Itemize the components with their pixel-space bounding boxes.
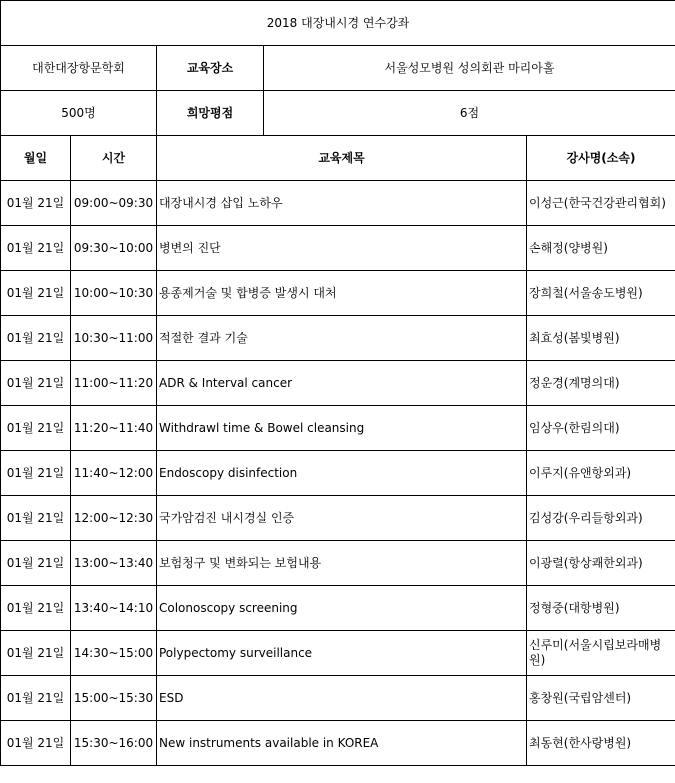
session-speaker: 홍창원(국립암센터) — [527, 676, 675, 721]
session-date: 01월 21일 — [1, 316, 71, 361]
session-date: 01월 21일 — [1, 721, 71, 766]
session-date: 01월 21일 — [1, 586, 71, 631]
session-topic: 용종제거술 및 합병증 발생시 대처 — [157, 271, 527, 316]
session-speaker: 정형중(대항병원) — [527, 586, 675, 631]
session-date: 01월 21일 — [1, 451, 71, 496]
session-topic: ESD — [157, 676, 527, 721]
session-time: 14:30~15:00 — [71, 631, 157, 676]
venue-value: 서울성모병원 성의회관 마리아홀 — [264, 46, 675, 91]
table-row — [1, 721, 675, 766]
session-topic: Endoscopy disinfection — [157, 451, 527, 496]
session-time: 09:00~09:30 — [71, 181, 157, 226]
table-row — [1, 496, 675, 541]
session-date: 01월 21일 — [1, 676, 71, 721]
session-topic: Colonoscopy screening — [157, 586, 527, 631]
header-speaker: 강사명(소속) — [527, 136, 675, 181]
session-speaker: 김성강(우리들항외과) — [527, 496, 675, 541]
session-speaker: 이성근(한국건강관리협회) — [527, 181, 675, 226]
session-speaker: 최효성(봄빛병원) — [527, 316, 675, 361]
session-speaker: 이루지(유앤항외과) — [527, 451, 675, 496]
session-date: 01월 21일 — [1, 361, 71, 406]
session-time: 09:30~10:00 — [71, 226, 157, 271]
table-row — [1, 316, 675, 361]
table-row — [1, 181, 675, 226]
venue-label: 교육장소 — [157, 46, 264, 91]
session-time: 13:00~13:40 — [71, 541, 157, 586]
title-row — [1, 1, 675, 46]
table-row — [1, 406, 675, 451]
table-row — [1, 631, 675, 676]
header-date: 월일 — [1, 136, 71, 181]
session-time: 10:30~11:00 — [71, 316, 157, 361]
session-topic: Withdrawl time & Bowel cleansing — [157, 406, 527, 451]
organizer: 대한대장항문학회 — [1, 46, 157, 91]
session-speaker: 손해정(양병원) — [527, 226, 675, 271]
session-speaker: 신루미(서울시립보라매병원) — [527, 631, 675, 676]
session-date: 01월 21일 — [1, 406, 71, 451]
session-speaker: 장희철(서울송도병원) — [527, 271, 675, 316]
session-time: 12:00~12:30 — [71, 496, 157, 541]
capacity: 500명 — [1, 91, 157, 136]
header-row — [1, 136, 675, 181]
header-time: 시간 — [71, 136, 157, 181]
points-label: 희망평점 — [157, 91, 264, 136]
session-time: 13:40~14:10 — [71, 586, 157, 631]
session-speaker: 최동현(한사랑병원) — [527, 721, 675, 766]
points-value: 6점 — [264, 91, 675, 136]
session-topic: 병변의 진단 — [157, 226, 527, 271]
session-time: 11:40~12:00 — [71, 451, 157, 496]
table-row — [1, 271, 675, 316]
session-speaker: 이광렬(항상쾌한외과) — [527, 541, 675, 586]
session-topic: New instruments available in KOREA — [157, 721, 527, 766]
session-time: 15:30~16:00 — [71, 721, 157, 766]
session-date: 01월 21일 — [1, 631, 71, 676]
session-date: 01월 21일 — [1, 226, 71, 271]
session-date: 01월 21일 — [1, 271, 71, 316]
session-date: 01월 21일 — [1, 181, 71, 226]
schedule-body — [1, 1, 675, 766]
session-time: 10:00~10:30 — [71, 271, 157, 316]
session-speaker: 임상우(한림의대) — [527, 406, 675, 451]
session-topic: Polypectomy surveillance — [157, 631, 527, 676]
table-row — [1, 361, 675, 406]
session-date: 01월 21일 — [1, 496, 71, 541]
info-row-venue — [1, 46, 675, 91]
table-row — [1, 676, 675, 721]
header-topic: 교육제목 — [157, 136, 527, 181]
session-topic: 보험청구 및 변화되는 보험내용 — [157, 541, 527, 586]
session-topic: ADR & Interval cancer — [157, 361, 527, 406]
session-time: 15:00~15:30 — [71, 676, 157, 721]
session-time: 11:20~11:40 — [71, 406, 157, 451]
table-row — [1, 541, 675, 586]
session-topic: 대장내시경 삽입 노하우 — [157, 181, 527, 226]
page-title: 2018 대장내시경 연수강좌 — [1, 1, 675, 46]
info-row-points — [1, 91, 675, 136]
table-row — [1, 586, 675, 631]
session-topic: 국가암검진 내시경실 인증 — [157, 496, 527, 541]
table-row — [1, 451, 675, 496]
session-date: 01월 21일 — [1, 541, 71, 586]
session-time: 11:00~11:20 — [71, 361, 157, 406]
table-row — [1, 226, 675, 271]
session-speaker: 정운경(계명의대) — [527, 361, 675, 406]
session-topic: 적절한 결과 기술 — [157, 316, 527, 361]
